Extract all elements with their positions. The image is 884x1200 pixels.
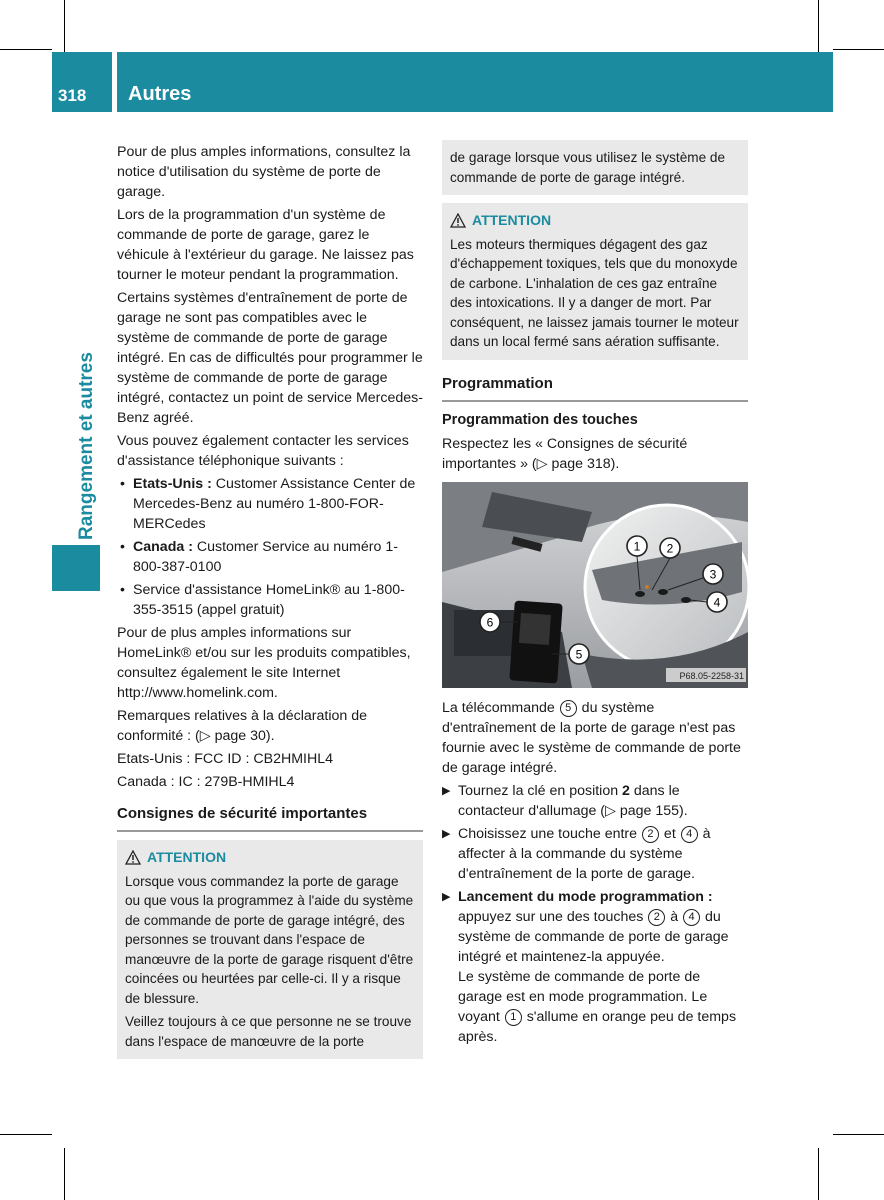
step-item: ▶ Tournez la clé en position 2 dans le contacteur d'allumage (▷ page 155). xyxy=(442,781,748,821)
crop-mark xyxy=(818,0,819,52)
section-heading: Consignes de sécurité importantes xyxy=(117,804,423,832)
figure-label-5: 5 xyxy=(575,647,583,661)
callout-number: 4 xyxy=(681,826,698,843)
callout-number: 5 xyxy=(560,700,577,717)
crop-mark xyxy=(833,49,884,50)
step-item: ▶ Lancement du mode programmation : appuyez sur une des touches 2 à 4 du système de commande de porte de garage intégré et maintenez-la appuyée. Le système de commande de porte de garage est en mode programmation. Le voyant 1 s'allume en orange peu de temps après. xyxy=(442,887,748,1047)
crop-mark xyxy=(64,1148,65,1200)
figure-label-3: 3 xyxy=(709,567,717,581)
paragraph: Remarques relatives à la déclaration de conformité : (▷ page 30). xyxy=(117,708,367,744)
warning-box xyxy=(117,840,423,1059)
left-column xyxy=(117,142,423,1067)
step-item: ▶ Choisissez une touche entre 2 et 4 à affecter à la commande du système d'entraînement de la porte de garage. xyxy=(442,824,748,884)
section-heading: Programmation xyxy=(442,374,748,402)
warning-text: Veillez toujours à ce que personne ne se trouve dans l'espace de manœuvre de la porte xyxy=(125,1014,412,1049)
crop-mark xyxy=(818,1148,819,1200)
paragraph: Etats-Unis : FCC ID : CB2HMIHL4 xyxy=(117,751,334,767)
crop-mark xyxy=(64,0,65,52)
paragraph: Vous pouvez également contacter les services d'assistance téléphonique suivants : xyxy=(117,433,409,469)
list-item: • Canada : Customer Service au numéro 1-800-387-0100 xyxy=(117,537,423,577)
callout-number: 1 xyxy=(505,1009,522,1026)
paragraph: Lors de la programmation d'un système de commande de porte de garage, garez le véhicule à l'extérieur du garage. Ne laissez pas tourner le moteur pendant la programmation. xyxy=(117,207,414,283)
warning-text: de garage lorsque vous utilisez le système de commande de porte de garage intégré. xyxy=(450,150,726,185)
callout-number: 2 xyxy=(642,826,659,843)
warning-text: Lorsque vous commandez la porte de garage ou que vous la programmez à l'aide du système de commande de porte de garage intégré, des personnes se trouvant dans l'espace de manœuvre de la porte de garage risquent d'être coincées ou heurtées par celle-ci. Il y a risque de blessure. xyxy=(125,873,414,1006)
figure-label-2: 2 xyxy=(666,541,674,555)
warning-title: ATTENTION xyxy=(125,848,415,868)
paragraph: Respectez les « Consignes de sécurité importantes » (▷ page 318). xyxy=(442,435,688,472)
side-tab-marker xyxy=(52,545,100,591)
paragraph: Pour de plus amples informations, consultez la notice d'utilisation du système de porte de garage. xyxy=(117,144,411,200)
figure-homelink xyxy=(442,482,748,688)
section-title: Autres xyxy=(128,83,192,105)
paragraph: La télécommande 5 du système d'entraînement de la porte de garage n'est pas fournie avec le système de commande de porte de garage intégré. xyxy=(442,699,741,776)
figure-code: P68.05-2258-31 xyxy=(679,670,744,681)
figure-illustration xyxy=(442,482,748,688)
callout-number: 2 xyxy=(648,909,665,926)
warning-icon xyxy=(450,213,466,228)
header-bar xyxy=(117,52,833,112)
warning-box xyxy=(442,203,748,360)
paragraph: Pour de plus amples informations sur HomeLink® et/ou sur les produits compatibles, consultez également le site Internet http://www.homelink.com. xyxy=(117,625,411,701)
page-number: 318 xyxy=(58,86,87,105)
warning-icon xyxy=(125,850,141,865)
paragraph: Canada : IC : 279B-HMIHL4 xyxy=(117,774,295,790)
list-item: • Etats-Unis : Customer Assistance Center de Mercedes-Benz au numéro 1-800-FOR-MERCedes xyxy=(117,474,423,534)
figure-label-4: 4 xyxy=(713,595,721,609)
crop-mark xyxy=(0,49,52,50)
warning-text: Les moteurs thermiques dégagent des gaz d'échappement toxiques, tels que du monoxyde de carbone. L'inhalation de ces gaz entraîne des intoxications. Il y a danger de mort. Par conséquent, ne laissez jamais tourner le moteur dans un local fermé sans aération suffisante. xyxy=(450,236,739,349)
callout-number: 4 xyxy=(683,909,700,926)
subheading: Programmation des touches xyxy=(442,411,638,428)
list-item: • Service d'assistance HomeLink® au 1-800-355-3515 (appel gratuit) xyxy=(117,580,423,620)
crop-mark xyxy=(833,1134,884,1135)
warning-box-continued xyxy=(442,140,748,195)
figure-label-1: 1 xyxy=(633,539,641,553)
side-label: Rangement et autres xyxy=(76,352,97,540)
crop-mark xyxy=(0,1134,52,1135)
figure-label-6: 6 xyxy=(486,615,494,629)
warning-title: ATTENTION xyxy=(450,211,740,231)
paragraph: Certains systèmes d'entraînement de porte de garage ne sont pas compatibles avec le système de commande de porte de garage intégré. En cas de difficultés pour programmer le système de commande de porte de garage intégré, contactez un point de service Mercedes-Benz agréé. xyxy=(117,290,423,426)
right-column xyxy=(442,142,748,1050)
